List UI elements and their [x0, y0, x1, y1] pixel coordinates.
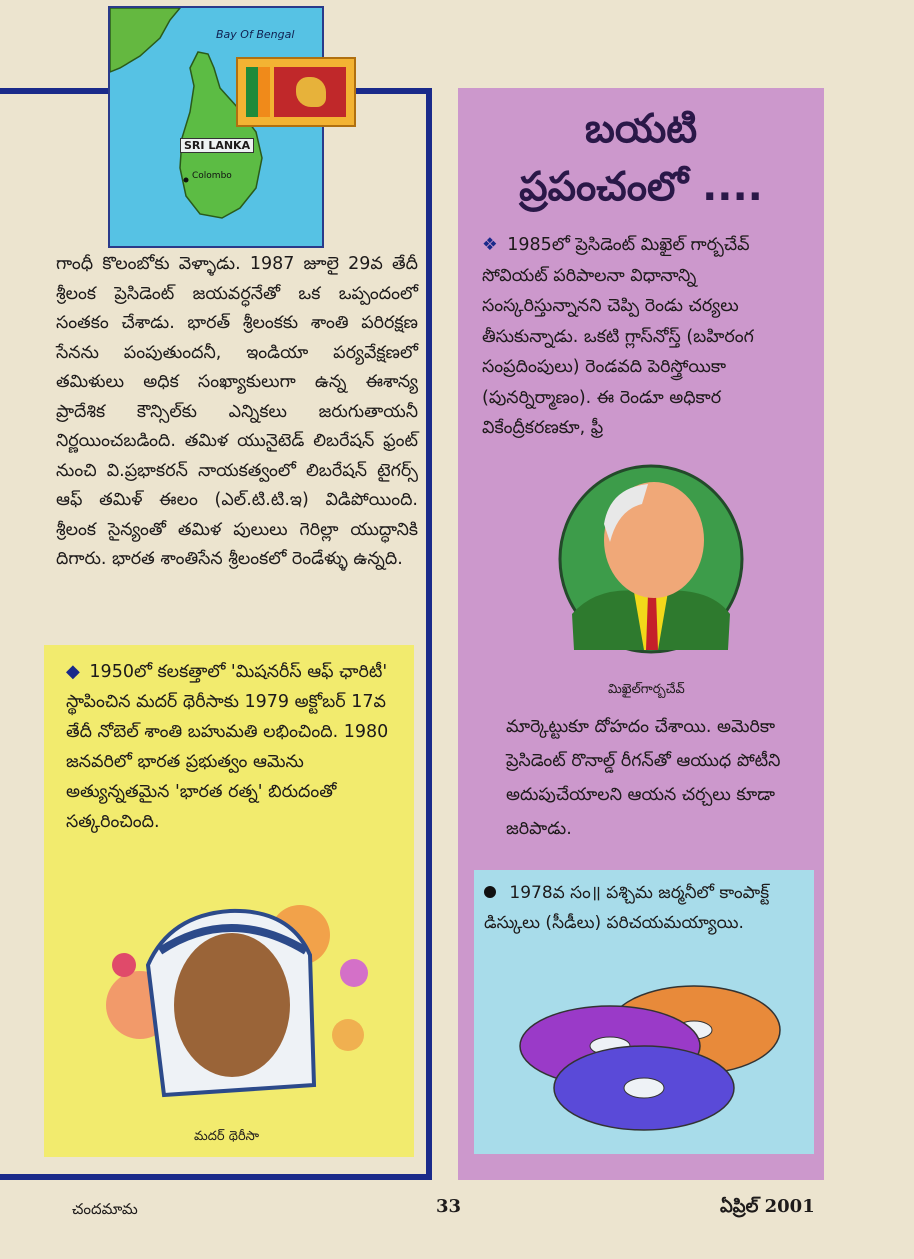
- section-title-line2: ప్రపంచంలో ....: [519, 164, 763, 210]
- mother-teresa-text: [66, 657, 404, 837]
- gorbachev-text: [482, 230, 814, 444]
- frame-bottom-border: [0, 1174, 432, 1180]
- dot-bullet-icon: [484, 886, 496, 898]
- gorbachev-paragraph-1: 1985లో ప్రెసిడెంట్ మిఖైల్ గార్బచేవ్ సోవియట్ పరిపాలనా విధానాన్ని సంస్కరిస్తున్నానని చెప్పి రెండు చర్యలు తీసుకున్నాడు. ఒకటి గ్లాస్‌నోస్త్ (బహిరంగ సంప్రదింపులు) రెండవది పెరిస్త్రోయికా (పునర్నిర్మాణం). ఈ రెండూ అధికార వికేంద్రీకరణకూ, ఫ్రీ: [482, 235, 754, 438]
- frame-right-border: [426, 88, 432, 1180]
- diamond-bullet-icon: ◆: [66, 661, 80, 682]
- mother-teresa-caption: మదర్ థెరీసా: [194, 1129, 260, 1144]
- compact-discs-image: [514, 970, 784, 1140]
- map-bay-label: Bay Of Bengal: [216, 28, 295, 41]
- footer-issue-date: ఏప్రిల్ 2001: [720, 1196, 815, 1217]
- mother-teresa-box: [44, 645, 414, 1157]
- footer-page-number: 33: [436, 1196, 462, 1217]
- map-country-label: SRI LANKA: [180, 138, 254, 153]
- sri-lanka-map: [108, 6, 324, 248]
- compact-disc-box: [474, 870, 814, 1154]
- sri-lanka-flag-image: [236, 57, 356, 127]
- star-bullet-icon: ❖: [482, 235, 498, 255]
- mother-teresa-portrait-image: [100, 895, 376, 1120]
- lion-emblem-icon: [296, 77, 326, 107]
- map-illustration: [110, 8, 322, 246]
- gorbachev-caption: మిఖైల్‌గార్బచేవ్: [608, 682, 685, 697]
- map-city-label: Colombo: [192, 171, 232, 181]
- section-title-line1: బయటి: [584, 106, 698, 152]
- gorbachev-portrait-image: [558, 464, 744, 654]
- compact-disc-paragraph: 1978వ సం॥ పశ్చిమ జర్మనీలో కాంపాక్ట్ డిస్కులు (సీడీలు) పరిచయమయ్యాయి.: [484, 883, 770, 933]
- gorbachev-paragraph-2: మార్కెట్టుకూ దోహదం చేశాయి. అమెరికా ప్రెసిడెంట్ రొనాల్డ్ రీగన్‌తో ఆయుధ పోటీని అదుపుచేయాలని ఆయన చర్చలు కూడా జరిపాడు.: [506, 717, 781, 839]
- footer-magazine-name: చందమామ: [72, 1200, 138, 1218]
- compact-disc-text: [484, 878, 804, 938]
- left-column-paragraph: గాంధీ కొలంబోకు వెళ్ళాడు. 1987 జూలై 29వ తేదీ శ్రీలంక ప్రెసిడెంట్ జయవర్ధనేతో ఒక ఒప్పందంలో సంతకం చేశాడు. భారత్ శ్రీలంకకు శాంతి పరిరక్షణ సేనను పంపుతుందనీ, ఇండియా పర్యవేక్షణలో తమిళులు అధిక సంఖ్యాకులుగా ఉన్న ఈశాన్య ప్రాదేశిక కౌన్సిల్‌కు ఎన్నికలు జరుగుతాయనీ నిర్ణయించబడింది. తమిళ యునైటెడ్ లిబరేషన్ ఫ్రంట్ నుంచి వి.ప్రభాకరన్ నాయకత్వంలో లిబరేషన్ టైగర్స్ ఆఫ్ తమిళ్ ఈలం (ఎల్.టి.టి.ఇ) విడిపోయింది. శ్రీలంక సైన్యంతో తమిళ పులులు గెరిల్లా యుద్ధానికి దిగారు. భారత శాంతిసేన శ్రీలంకలో రెండేళ్ళు ఉన్నది.: [56, 254, 418, 569]
- mother-teresa-paragraph: 1950లో కలకత్తాలో 'మిషనరీస్ ఆఫ్ ఛారిటీ' స్థాపించిన మదర్ థెరీసాకు 1979 అక్టోబర్ 17వ తేదీ నోబెల్ శాంతి బహుమతి లభించింది. 1980 జనవరిలో భారత ప్రభుత్వం ఆమెను అత్యున్నతమైన 'భారత రత్న' బిరుదంతో సత్కరించింది.: [66, 662, 389, 832]
